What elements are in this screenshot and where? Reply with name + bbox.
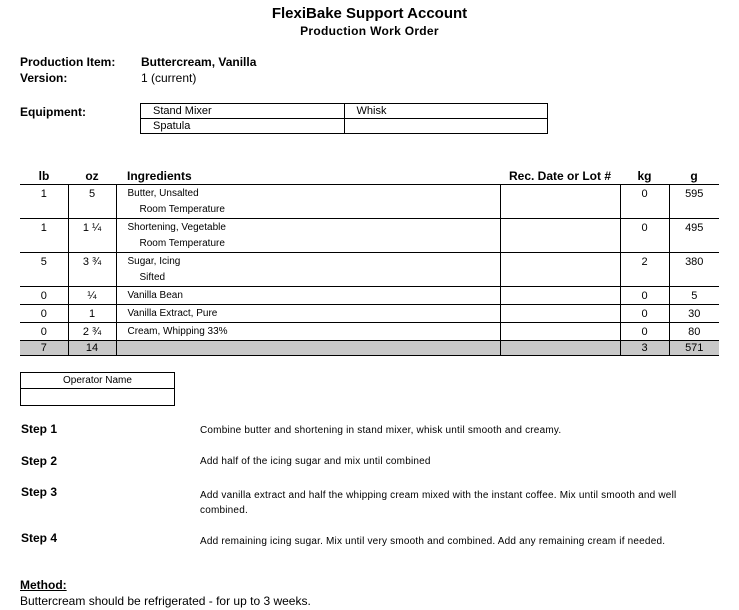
total-oz: 14 — [68, 341, 116, 356]
step-label: Step 2 — [21, 454, 58, 468]
ingredient-cell — [116, 323, 500, 341]
lot-cell — [500, 185, 620, 219]
equipment-label: Equipment: — [20, 105, 86, 119]
ingredient-cell — [116, 219, 500, 253]
step-label: Step 3 — [21, 485, 58, 499]
operator-name-label: Operator Name — [21, 373, 174, 389]
ingredient-name: Vanilla Bean — [127, 290, 183, 301]
ingredient-note: Room Temperature — [139, 238, 225, 249]
lot-cell — [500, 253, 620, 287]
kg-cell: 0 — [620, 219, 669, 253]
production-item-label: Production Item: — [20, 55, 116, 69]
column-header-lb: lb — [20, 167, 68, 185]
total-lot-cell — [500, 341, 620, 356]
g-cell: 380 — [669, 253, 719, 287]
equipment-table — [140, 103, 548, 134]
kg-cell: 0 — [620, 287, 669, 305]
version-label: Version: — [20, 71, 68, 85]
ingredient-name: Cream, Whipping 33% — [127, 326, 228, 337]
oz-cell: ¼ — [68, 287, 116, 305]
table-row — [20, 185, 719, 219]
ingredient-name: Vanilla Extract, Pure — [127, 308, 218, 319]
ingredient-cell — [116, 287, 500, 305]
total-kg: 3 — [620, 341, 669, 356]
lb-cell: 1 — [20, 219, 68, 253]
version-value: 1 (current) — [141, 71, 197, 85]
method-label: Method: — [20, 578, 67, 592]
total-g: 571 — [669, 341, 719, 356]
column-header-oz: oz — [68, 167, 116, 185]
lb-cell: 0 — [20, 323, 68, 341]
equipment-row — [141, 104, 548, 119]
step-text: Combine butter and shortening in stand mixer, whisk until smooth and creamy. — [200, 425, 562, 436]
kg-cell: 0 — [620, 323, 669, 341]
ingredient-note: Sifted — [139, 272, 166, 283]
ingredient-cell — [116, 253, 500, 287]
kg-cell: 0 — [620, 185, 669, 219]
production-item-value: Buttercream, Vanilla — [141, 55, 257, 69]
g-cell: 495 — [669, 219, 719, 253]
equipment-cell: Stand Mixer — [141, 104, 345, 119]
ingredient-note: Room Temperature — [139, 204, 225, 215]
lot-cell — [500, 287, 620, 305]
column-header-ingredients: Ingredients — [116, 167, 500, 185]
document-title: FlexiBake Support Account — [271, 5, 468, 22]
oz-cell: 2 ¾ — [68, 323, 116, 341]
column-header-g: g — [669, 167, 719, 185]
document-subtitle: Production Work Order — [300, 24, 439, 38]
equipment-cell: Whisk — [344, 104, 548, 119]
step-text: Add vanilla extract and half the whipping cream mixed with the instant coffee. Mix until smooth and well combined. — [200, 490, 677, 516]
g-cell: 80 — [669, 323, 719, 341]
equipment-cell: Spatula — [141, 119, 345, 134]
oz-cell: 3 ¾ — [68, 253, 116, 287]
oz-cell: 5 — [68, 185, 116, 219]
method-text: Buttercream should be refrigerated - for up to 3 weeks. — [20, 594, 311, 608]
oz-cell: 1 — [68, 305, 116, 323]
lb-cell: 1 — [20, 185, 68, 219]
lb-cell: 5 — [20, 253, 68, 287]
step-text: Add remaining icing sugar. Mix until very smooth and combined. Add any remaining cream if needed. — [200, 536, 666, 547]
total-ingredient-cell — [116, 341, 500, 356]
ingredients-table — [20, 167, 719, 356]
lot-cell — [500, 305, 620, 323]
column-header-rec-date: Rec. Date or Lot # — [500, 167, 620, 185]
equipment-row — [141, 119, 548, 134]
table-row — [20, 219, 719, 253]
total-lb: 7 — [20, 341, 68, 356]
ingredients-header-row — [20, 167, 719, 185]
table-row — [20, 287, 719, 305]
total-row — [20, 341, 719, 356]
oz-cell: 1 ¼ — [68, 219, 116, 253]
g-cell: 5 — [669, 287, 719, 305]
ingredient-cell — [116, 305, 500, 323]
lb-cell: 0 — [20, 305, 68, 323]
g-cell: 595 — [669, 185, 719, 219]
column-header-kg: kg — [620, 167, 669, 185]
ingredient-name: Sugar, Icing — [127, 256, 181, 267]
ingredient-cell — [116, 185, 500, 219]
kg-cell: 0 — [620, 305, 669, 323]
kg-cell: 2 — [620, 253, 669, 287]
step-label: Step 4 — [21, 531, 58, 545]
equipment-cell — [344, 119, 548, 134]
operator-name-field[interactable] — [21, 389, 174, 406]
table-row — [20, 305, 719, 323]
lb-cell: 0 — [20, 287, 68, 305]
ingredient-name: Shortening, Vegetable — [127, 222, 226, 233]
ingredient-name: Butter, Unsalted — [127, 188, 199, 199]
step-label: Step 1 — [21, 422, 58, 436]
table-row — [20, 323, 719, 341]
step-text: Add half of the icing sugar and mix until combined — [200, 456, 431, 467]
table-row — [20, 253, 719, 287]
operator-name-box — [20, 372, 175, 406]
g-cell: 30 — [669, 305, 719, 323]
lot-cell — [500, 219, 620, 253]
lot-cell — [500, 323, 620, 341]
